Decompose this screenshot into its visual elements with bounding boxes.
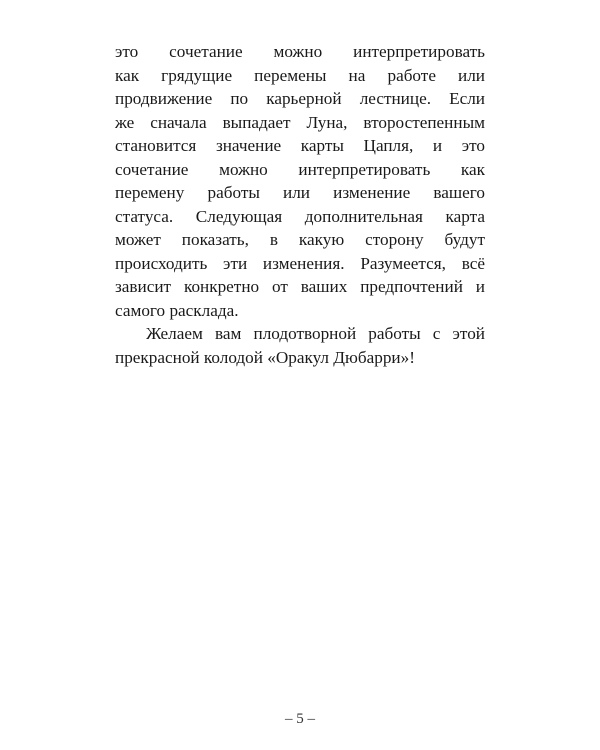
text-line: сочетание можно интерпретировать как bbox=[115, 159, 485, 179]
paragraph-1 bbox=[115, 40, 485, 322]
text-line: Желаем вам плодотворной работы с этой bbox=[146, 324, 485, 343]
paragraph-2 bbox=[115, 322, 485, 369]
text-line: прекрасной колодой «Оракул Дюбарри»! bbox=[115, 347, 415, 367]
text-line: статуса. Следующая дополнительная карта bbox=[115, 206, 485, 226]
text-line: самого расклада. bbox=[115, 300, 239, 320]
text-line: это сочетание можно интерпретировать bbox=[115, 42, 485, 61]
text-line: может показать, в какую сторону будут bbox=[115, 230, 485, 249]
page-number: – 5 – bbox=[285, 711, 315, 727]
text-line: становится значение карты Цапля, и это bbox=[115, 136, 485, 155]
text-line: как грядущие перемены на работе или bbox=[115, 65, 485, 85]
body-text bbox=[115, 40, 485, 369]
text-line: перемену работы или изменение вашего bbox=[115, 183, 485, 202]
text-line: же сначала выпадает Луна, второстепенным bbox=[115, 112, 485, 132]
text-line: продвижение по карьерной лестнице. Если bbox=[115, 89, 485, 108]
text-line: зависит конкретно от ваших предпочтений и bbox=[115, 277, 485, 296]
text-line: происходить эти изменения. Разумеется, всё bbox=[115, 253, 485, 273]
